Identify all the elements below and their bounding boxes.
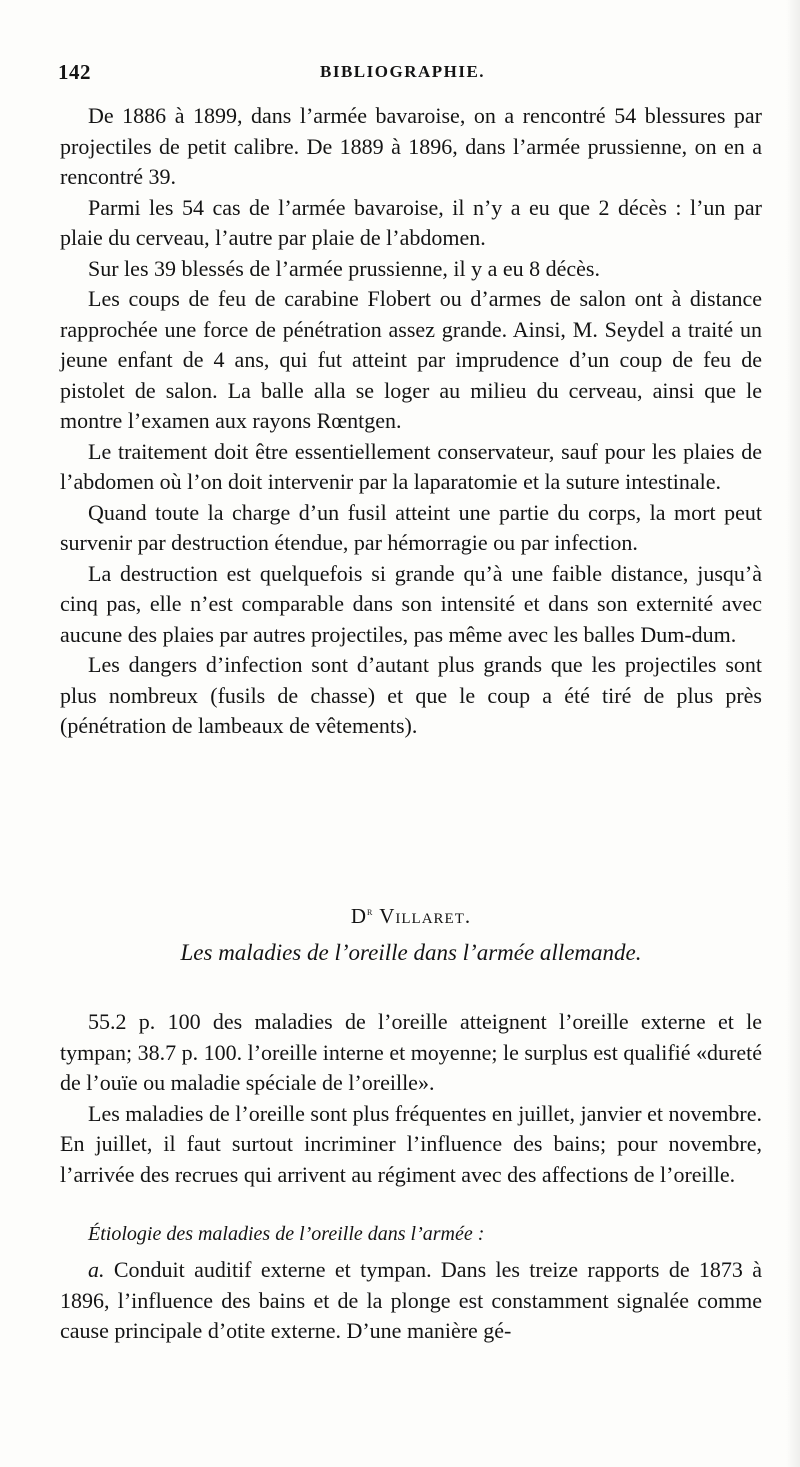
paragraph-treatment: Le traitement doit être essentiellement conservateur, sauf pour les plaies de l’abdomen où l’on doit intervenir par la laparatomie et la suture intestinale.	[60, 438, 762, 494]
paragraph-blessures-counts: De 1886 à 1899, dans l’armée bavaroise, on a rencontré 54 blessures par projectiles de petit calibre. De 1889 à 1896, dans l’armée prussienne, on en a rencontré 39.	[60, 103, 762, 189]
author-name: Villaret.	[379, 904, 472, 928]
page-edge-shadow	[786, 0, 800, 1467]
paragraph-full-charge: Quand toute la charge d’un fusil atteint une partie du corps, la mort peut survenir par destruction étendue, par hémorragie ou par infection.	[60, 499, 762, 555]
paragraph-infection-dangers: Les dangers d’infection sont d’autant plus grands que les projectiles sont plus nombreux (fusils de chasse) et que le coup a été tiré de plus près (pénétration de lambeaux de vêtements).	[60, 652, 762, 738]
subsection-heading: Étiologie des maladies de l’oreille dans l’armée :	[88, 1223, 485, 1245]
author-prefix: D	[350, 904, 368, 928]
paragraph-destruction: La destruction est quelquefois si grande qu’à une faible distance, jusqu’à cinq pas, elle n’est comparable dans son intensité et dans son externité avec aucune des plaies par autres projectiles, pas même avec les balles Dum-dum.	[60, 560, 762, 647]
item-marker: a.	[88, 1257, 105, 1282]
paragraph-ear-seasonality: Les maladies de l’oreille sont plus fréquentes en juillet, janvier et novembre. En juillet, il faut surtout incriminer l’influence des bains; pour novembre, l’arrivée des recrues qui arrivent au régiment avec des affections de l’oreille.	[60, 1100, 762, 1187]
paragraph-prussian-deaths: Sur les 39 blessés de l’armée prussienne, il y a eu 8 décès.	[88, 255, 600, 281]
paragraph-bavarian-deaths: Parmi les 54 cas de l’armée bavaroise, il n’y a eu que 2 décès : l’un par plaie du cerveau, l’autre par plaie de l’abdomen.	[60, 194, 762, 250]
paragraph-external-canal	[60, 1255, 762, 1347]
etiology-body	[60, 1255, 762, 1347]
review-author	[60, 904, 762, 929]
author-prefix-superscript: r	[367, 904, 374, 918]
page-number: 142	[58, 60, 91, 84]
paragraph-flobert-carbine: Les coups de feu de carabine Flobert ou d’armes de salon ont à distance rapprochée une force de pénétration assez grande. Ainsi, M. Seydel a traité un jeune enfant de 4 ans, qui fut atteint par imprudence d’un coup de feu de pistolet de salon. La balle alla se loger au milieu du cerveau, ainsi que le montre l’examen aux rayons Rœntgen.	[60, 286, 762, 433]
second-review-body	[60, 1007, 762, 1190]
running-title: BIBLIOGRAPHIE.	[320, 62, 486, 81]
paragraph-ear-statistics: 55.2 p. 100 des maladies de l’oreille atteignent l’oreille externe et le tympan; 38.7 p. 100. l’oreille interne et moyenne; le surplus est qualifié «dureté de l’ouïe ou maladie spéciale de l’oreille».	[60, 1009, 762, 1095]
article-title: Les maladies de l’oreille dans l’armée allemande.	[180, 940, 642, 965]
first-review-body	[60, 101, 762, 742]
item-text: Conduit auditif externe et tympan. Dans les treize rapports de 1873 à 1896, l’influence des bains et de la plonge est constamment signalée comme cause principale d’otite externe. D’une manière gé-	[60, 1257, 763, 1343]
page-header	[58, 60, 758, 90]
